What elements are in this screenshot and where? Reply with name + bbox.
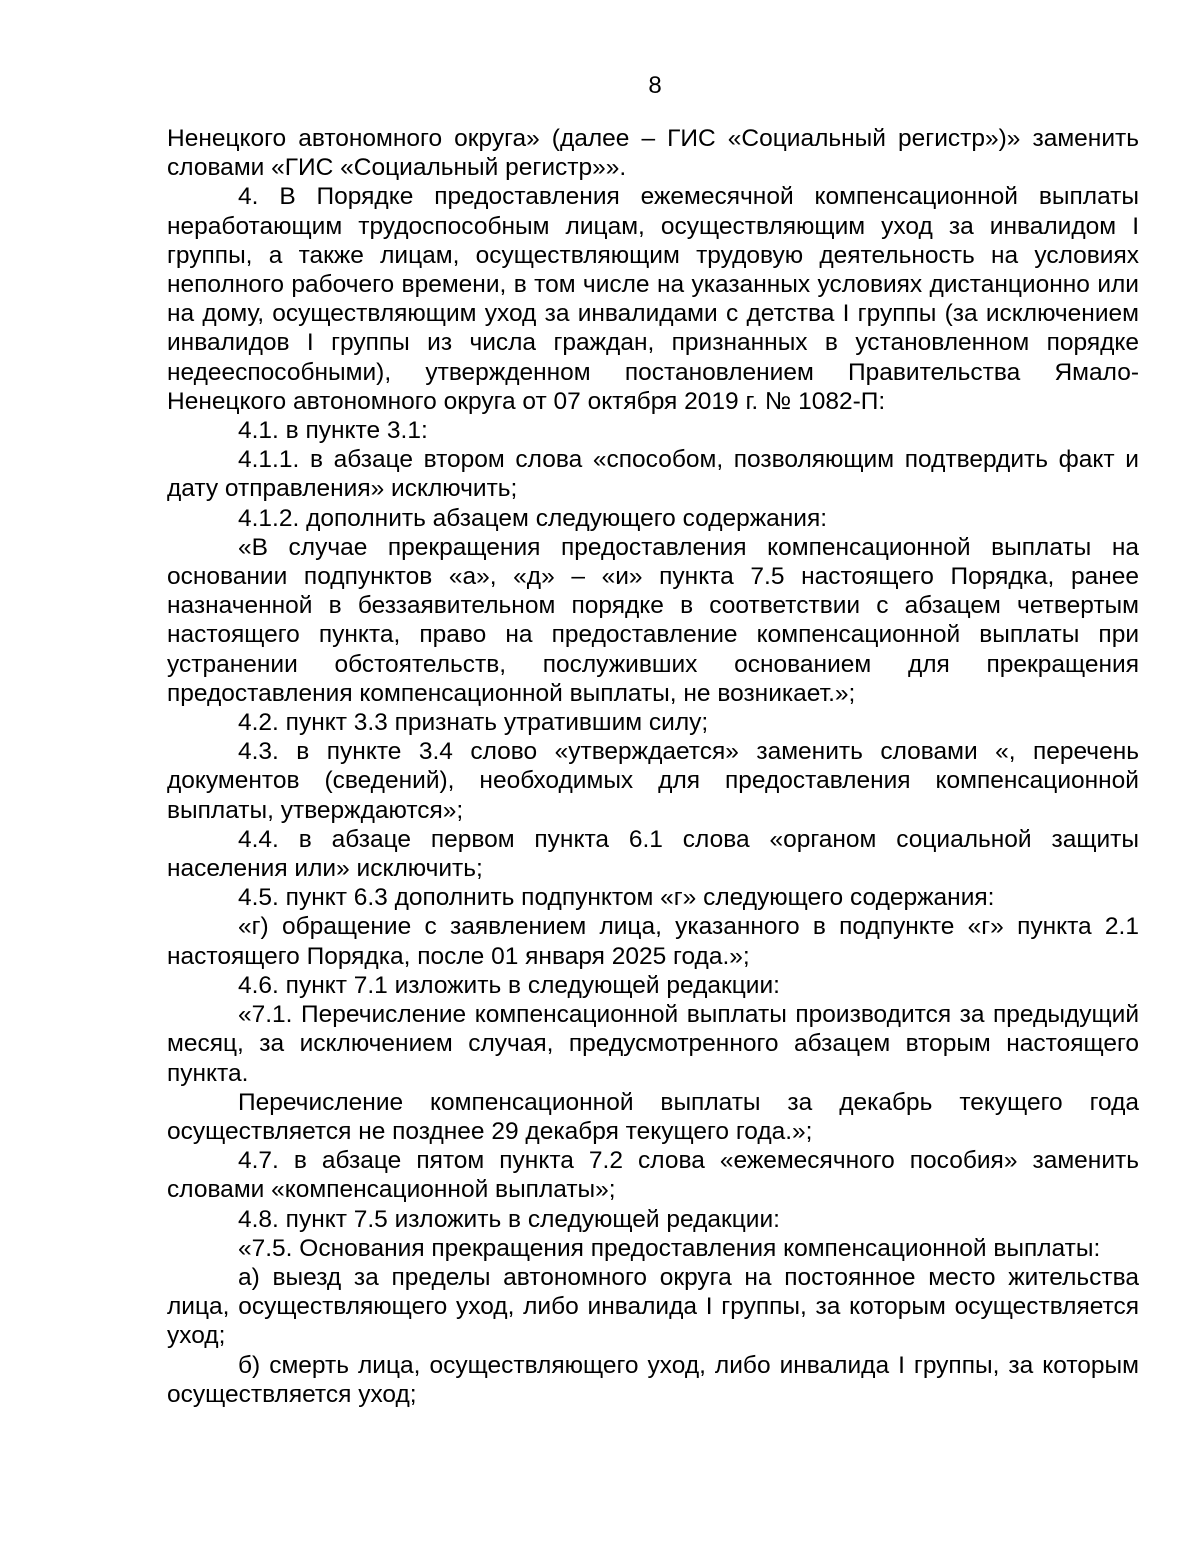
paragraph: «В случае прекращения предоставления компенсационной выплаты на основании подпунктов «а», «д» – «и» пункта 7.5 настоящего Порядка, ранее назначенной в беззаявительном порядке в соответствии с абзацем четвертым настоящего пункта, право на предоставление компенсационной выплаты при устранении обстоятельств, послуживших основанием для прекращения предоставления компенсационной выплаты, не возникает.»; <box>167 533 1139 707</box>
paragraph: 4.4. в абзаце первом пункта 6.1 слова «органом социальной защиты населения или» исключить; <box>167 825 1139 883</box>
paragraph: 4.5. пункт 6.3 дополнить подпунктом «г» следующего содержания: <box>238 884 995 912</box>
paragraph: 4.3. в пункте 3.4 слово «утверждается» заменить словами «, перечень документов (сведений), необходимых для предоставления компенсационной выплаты, утверждаются»; <box>167 738 1139 824</box>
paragraph: 4.8. пункт 7.5 изложить в следующей редакции: <box>238 1205 780 1233</box>
paragraph: б) смерть лица, осуществляющего уход, либо инвалида I группы, за которым осуществляется уход; <box>167 1351 1139 1408</box>
paragraph: «7.1. Перечисление компенсационной выплаты производится за предыдущий месяц, за исключением случая, предусмотренного абзацем вторым настоящего пункта. <box>167 1001 1139 1087</box>
document-body <box>167 124 1139 1409</box>
paragraph: 4.7. в абзаце пятом пункта 7.2 слова «ежемесячного пособия» заменить словами «компенсационной выплаты»; <box>167 1147 1139 1204</box>
paragraph: 4.1.1. в абзаце втором слова «способом, позволяющим подтвердить факт и дату отправления» исключить; <box>167 446 1139 503</box>
paragraph: Перечисление компенсационной выплаты за декабрь текущего года осуществляется не позднее 29 декабря текущего года.»; <box>167 1088 1139 1145</box>
paragraph: «г) обращение с заявлением лица, указанного в подпункте «г» пункта 2.1 настоящего Порядка, после 01 января 2025 года.»; <box>167 913 1139 970</box>
paragraph: 4.1. в пункте 3.1: <box>238 417 428 445</box>
paragraph: 4. В Порядке предоставления ежемесячной компенсационной выплаты неработающим трудоспособным лицам, осуществляющим уход за инвалидом I группы, а также лицам, осуществляющим трудовую деятельность на условиях неполного рабочего времени, в том числе на указанных условиях дистанционно или на дому, осуществляющим уход за инвалидами с детства I группы (за исключением инвалидов I группы из числа граждан, признанных в установленном порядке недееспособными), утвержденном постановлением Правительства Ямало-Ненецкого автономного округа от 07 октября 2019 г. № 1082-П: <box>167 183 1139 415</box>
paragraph: Ненецкого автономного округа» (далее – ГИС «Социальный регистр»)» заменить словами «ГИС «Социальный регистр»». <box>167 125 1139 182</box>
paragraph: 4.2. пункт 3.3 признать утратившим силу; <box>238 709 709 737</box>
paragraph: 4.6. пункт 7.1 изложить в следующей редакции: <box>238 971 780 999</box>
paragraph: а) выезд за пределы автономного округа на постоянное место жительства лица, осуществляющего уход, либо инвалида I группы, за которым осуществляется уход; <box>167 1263 1139 1350</box>
paragraph: 4.1.2. дополнить абзацем следующего содержания: <box>238 504 828 532</box>
page-number: 8 <box>648 72 662 99</box>
paragraph: «7.5. Основания прекращения предоставления компенсационной выплаты: <box>238 1234 1101 1262</box>
